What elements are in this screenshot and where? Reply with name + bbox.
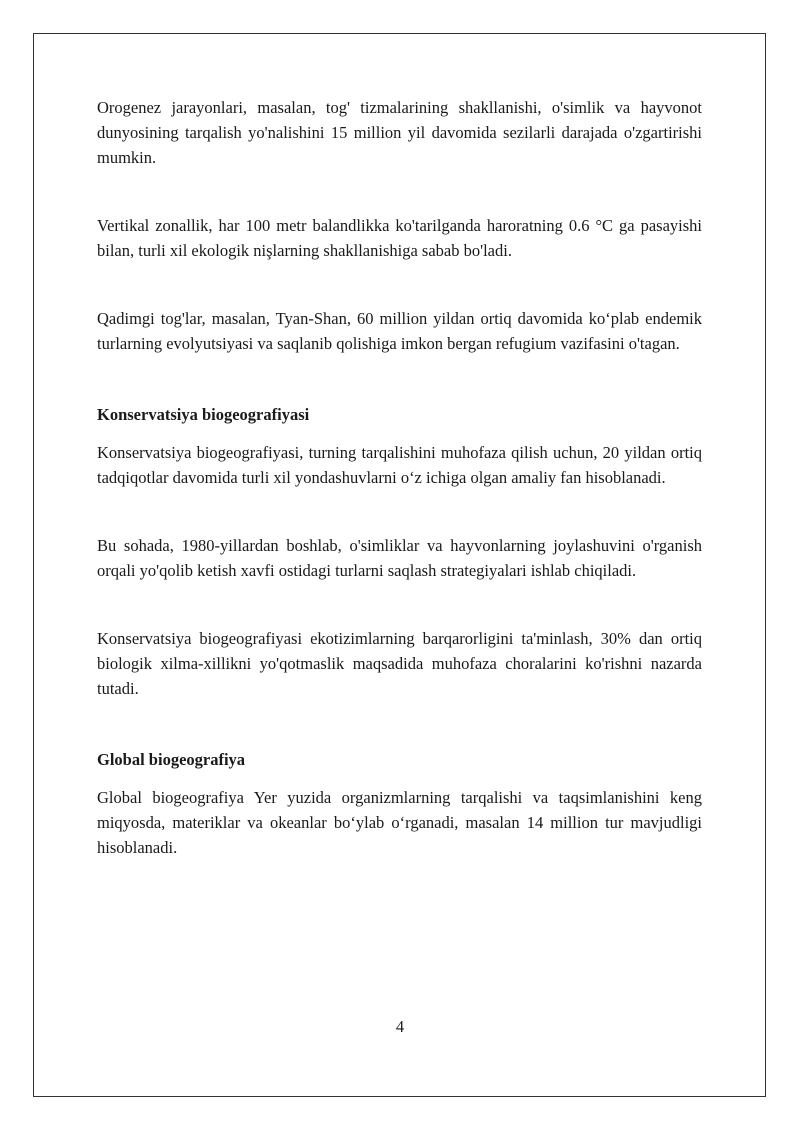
paragraph-global-definition: Global biogeografiya Yer yuzida organizmlarning tarqalishi va taqsimlanishini keng miqyosda, materiklar va okeanlar boʻylab oʻrganadi, masalan 14 million tur mavjudligi hisoblanadi. (97, 788, 702, 857)
paragraph-conservation-strategies: Bu sohada, 1980-yillardan boshlab, o'simliklar va hayvonlarning joylashuvini o'rganish orqali yo'qolib ketish xavfi ostidagi turlarni saqlash strategiyalari ishlab chiqiladi. (97, 536, 702, 580)
page-number: 4 (395, 1017, 405, 1036)
document-body (97, 95, 702, 860)
paragraph-conservation-definition: Konservatsiya biogeografiyasi, turning tarqalishini muhofaza qilish uchun, 20 yildan ortiq tadqiqotlar davomida turli xil yondashuvlarni oʻz ichiga olgan amaliy fan hisoblanadi. (97, 443, 702, 487)
heading-global-biogeography: Global biogeografiya (97, 750, 246, 769)
paragraph-ancient-mountains: Qadimgi tog'lar, masalan, Tyan-Shan, 60 million yildan ortiq davomida koʻplab endemik turlarning evolyutsiyasi va saqlanib qolishiga imkon bergan refugium vazifasini o'tagan. (97, 309, 702, 353)
paragraph-orogenesis: Orogenez jarayonlari, masalan, tog' tizmalarining shakllanishi, o'simlik va hayvonot dunyosining tarqalish yo'nalishini 15 million yil davomida sezilarli darajada o'zgartirishi mumkin. (97, 98, 702, 167)
heading-conservation-biogeography: Konservatsiya biogeografiyasi (97, 405, 310, 424)
paragraph-conservation-measures: Konservatsiya biogeografiyasi ekotizimlarning barqarorligini ta'minlash, 30% dan ortiq biologik xilma-xillikni yo'qotmaslik maqsadida muhofaza choralarini ko'rishni nazarda tutadi. (97, 629, 702, 698)
paragraph-vertical-zonation: Vertikal zonallik, har 100 metr balandlikka ko'tarilganda haroratning 0.6 °C ga pasayishi bilan, turli xil ekologik nişlarning shakllanishiga sabab bo'ladi. (97, 216, 702, 260)
